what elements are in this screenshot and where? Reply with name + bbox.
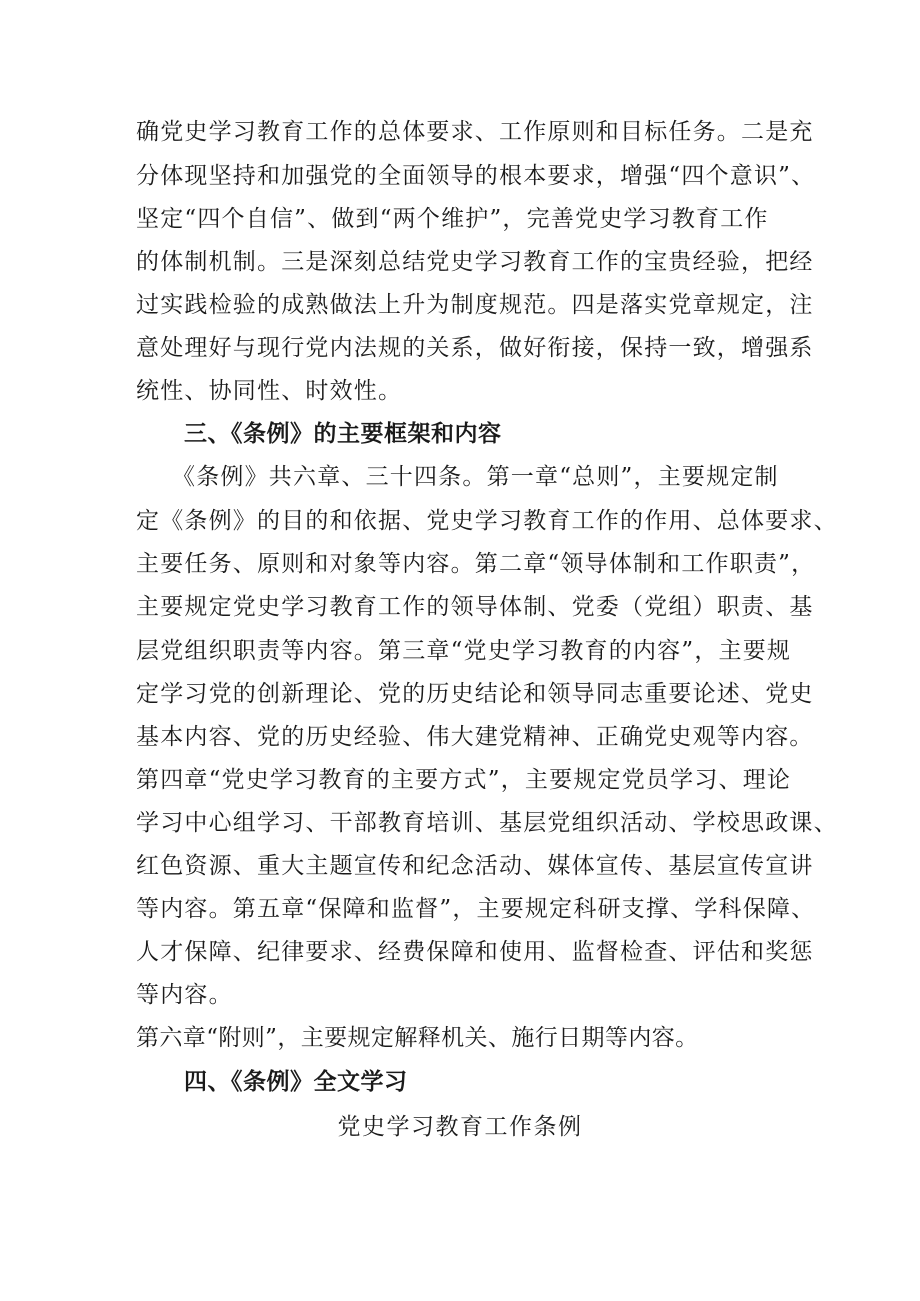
paragraph1-line-2: 分体现坚持和加强党的全面领导的根本要求，增强“四个意识”、 [136,163,816,189]
paragraph2-line-3: 主要任务、原则和对象等内容。第二章“领导体制和工作职责”， [136,551,816,577]
paragraph2-line-7: 基本内容、党的历史经验、伟大建党精神、正确党史观等内容。 [136,724,814,750]
paragraph2-line-2: 定《条例》的目的和依据、党史学习教育工作的作用、总体要求、 [136,508,838,534]
regulation-title: 党史学习教育工作条例 [337,1114,583,1140]
paragraph1-line-4: 的体制机制。三是深刻总结党史学习教育工作的宝贵经验，把经 [136,249,814,275]
paragraph1-line-1: 确党史学习教育工作的总体要求、工作原则和目标任务。二是充 [136,119,814,145]
section-heading-4: 四、《条例》全文学习 [184,1069,408,1095]
paragraph2-line-5: 层党组织职责等内容。第三章“党史学习教育的内容”，主要规 [136,638,792,664]
paragraph2-line-14: 第六章“附则”，主要规定解释机关、施行日期等内容。 [136,1025,699,1051]
paragraph2-line-12: 人才保障、纪律要求、经费保障和使用、监督检查、评估和奖惩 [136,939,814,965]
paragraph2-line-11: 等内容。第五章“保障和监督”，主要规定科研支撑、学科保障、 [136,896,816,922]
paragraph2-line-8: 第四章“党史学习教育的主要方式”，主要规定党员学习、理论 [136,767,792,793]
paragraph1-line-3: 坚定“四个自信”、做到“两个维护”，完善党史学习教育工作 [136,206,769,232]
paragraph2-line-9: 学习中心组学习、干部教育培训、基层党组织活动、学校思政课、 [136,810,838,836]
paragraph2-line-13: 等内容。 [136,982,233,1008]
paragraph1-line-6: 意处理好与现行党内法规的关系，做好衔接，保持一致，增强系 [136,335,814,361]
paragraph2-line-6: 定学习党的创新理论、党的历史结论和领导同志重要论述、党史 [136,681,814,707]
paragraph2-line-1: 《条例》共六章、三十四条。第一章“总则”，主要规定制 [172,464,779,490]
section-heading-3: 三、《条例》的主要框架和内容 [184,421,502,447]
paragraph2-line-4: 主要规定党史学习教育工作的领导体制、党委（党组）职责、基 [136,594,814,620]
paragraph1-line-5: 过实践检验的成熟做法上升为制度规范。四是落实党章规定，注 [136,292,814,318]
paragraph1-line-7: 统性、协同性、时效性。 [136,378,403,404]
paragraph2-line-10: 红色资源、重大主题宣传和纪念活动、媒体宣传、基层宣传宣讲 [136,853,814,879]
